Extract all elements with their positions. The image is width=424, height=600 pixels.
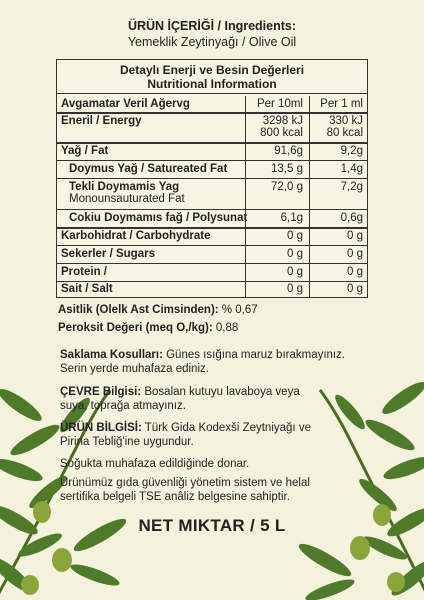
peroxide-value: 0,88 [215,322,239,334]
row-col1: 0 g [287,230,303,242]
column-divider [309,96,310,297]
row-col2 [327,115,363,139]
cert-line2: sertifika belgeli TSE anâliz belgesine sahiptir. [60,491,290,503]
value: 800 kcal [260,127,303,139]
row-col1: 72,0 g [271,181,303,193]
row-divider [57,112,367,114]
nutrition-table-title [57,60,367,94]
cert-line1: Urünümüz gıda güvenliği yönetim sistem ve helal [60,477,310,489]
row-col2: 0 g [347,266,363,278]
row-divider [57,142,367,144]
row-col1: 6,1g [280,212,303,224]
storage-info [60,348,370,376]
row-label: Karbohidrat / Carbohydrate [61,230,211,242]
product-info-line1: Türk Gida Kodexši Zeytniyağı ve [144,422,311,434]
certification-note [60,476,370,504]
nutrition-title-en: Nutritional Information [147,77,277,91]
row-label [61,181,185,205]
row-label: Eneril / Energy [61,115,142,127]
acidity-value: % 0,67 [221,304,258,316]
header-col1: Per 10ml [256,98,303,110]
value: 330 kJ [329,115,363,127]
env-line2: suya, toprağa atmayınız. [60,400,186,412]
ingredients-value: Yemeklik Zeytinyağı / Olive Oil [127,35,297,49]
row-col2: 0 g [347,283,363,295]
row-col1: 0 g [287,283,303,295]
row-label-sub: Monounsauturated Fat [69,193,185,205]
row-col1: 13,5 g [271,163,303,175]
storage-line1: Günes ısığına maruz bırakmayınız. [166,349,346,361]
nutrition-table [56,59,368,298]
storage-line2: Serin yerde muhafaza ediniz. [60,363,209,375]
env-line1: Bosalan kutuyu lavaboya veya [144,386,300,398]
row-label: Yağ / Fat [61,145,109,157]
row-divider [57,160,367,161]
row-col1: 91,6g [274,145,303,157]
row-label: Sait / Salt [61,283,113,295]
row-divider [57,178,367,179]
cold-storage-note: Soğukta muhafaza edildiğinde donar. [60,458,250,470]
product-info-label: ÜRÜN BİLGİSİ: [60,422,142,434]
environment-info [60,385,370,413]
ingredients-title: ÜRÜN İÇERİĞİ / Ingredients: [127,19,297,33]
row-col2: 9,2g [340,145,363,157]
env-label: ÇEVRE Bilgisi: [60,386,142,398]
row-divider [57,227,367,229]
row-label-main: Tekli Doymamis Yag [69,181,180,193]
row-col2: 1,4g [340,163,363,175]
row-divider [57,245,367,246]
peroxide-line [58,322,238,334]
row-col2: 0 g [347,230,363,242]
header-col2: Per 1 ml [320,98,363,110]
product-info [60,421,370,449]
net-quantity: NET MIKTAR / 5 L [138,516,286,535]
row-col2: 7,2g [340,181,363,193]
row-label: Doymus Yağ / Satureated Fat [69,163,228,175]
row-label: Protein / [61,266,108,278]
row-label: Sekerler / Sugars [61,248,155,260]
product-info-line2: Pirina Tebliğ'ine uygundur. [60,436,194,448]
column-divider [245,96,246,297]
ingredients-block [0,18,424,50]
value: 3298 kJ [262,115,303,127]
row-col1 [260,115,303,139]
row-col2: 0 g [347,248,363,260]
row-divider [57,281,367,282]
row-col1: 0 g [287,248,303,260]
row-col2: 0,6g [340,212,363,224]
acidity-line [58,304,258,316]
header-label: Avgamatar Veril Ağervg [61,98,190,110]
row-col1: 0 g [287,266,303,278]
acidity-label: Asitlik (Olelk Ast Cimsinden): [58,304,219,316]
nutrition-title-tr: Detaylı Enerji ve Besin Değerleri [119,63,305,77]
storage-label: Saklama Kosulları: [60,349,163,361]
value: 80 kcal [326,127,363,139]
row-divider [57,263,367,264]
peroxide-label: Peroksit Değeri (meq O,/kg): [58,322,213,334]
row-divider [57,209,367,210]
row-label: Cokiu Doymamıs fağ / Polysunat [69,212,248,224]
